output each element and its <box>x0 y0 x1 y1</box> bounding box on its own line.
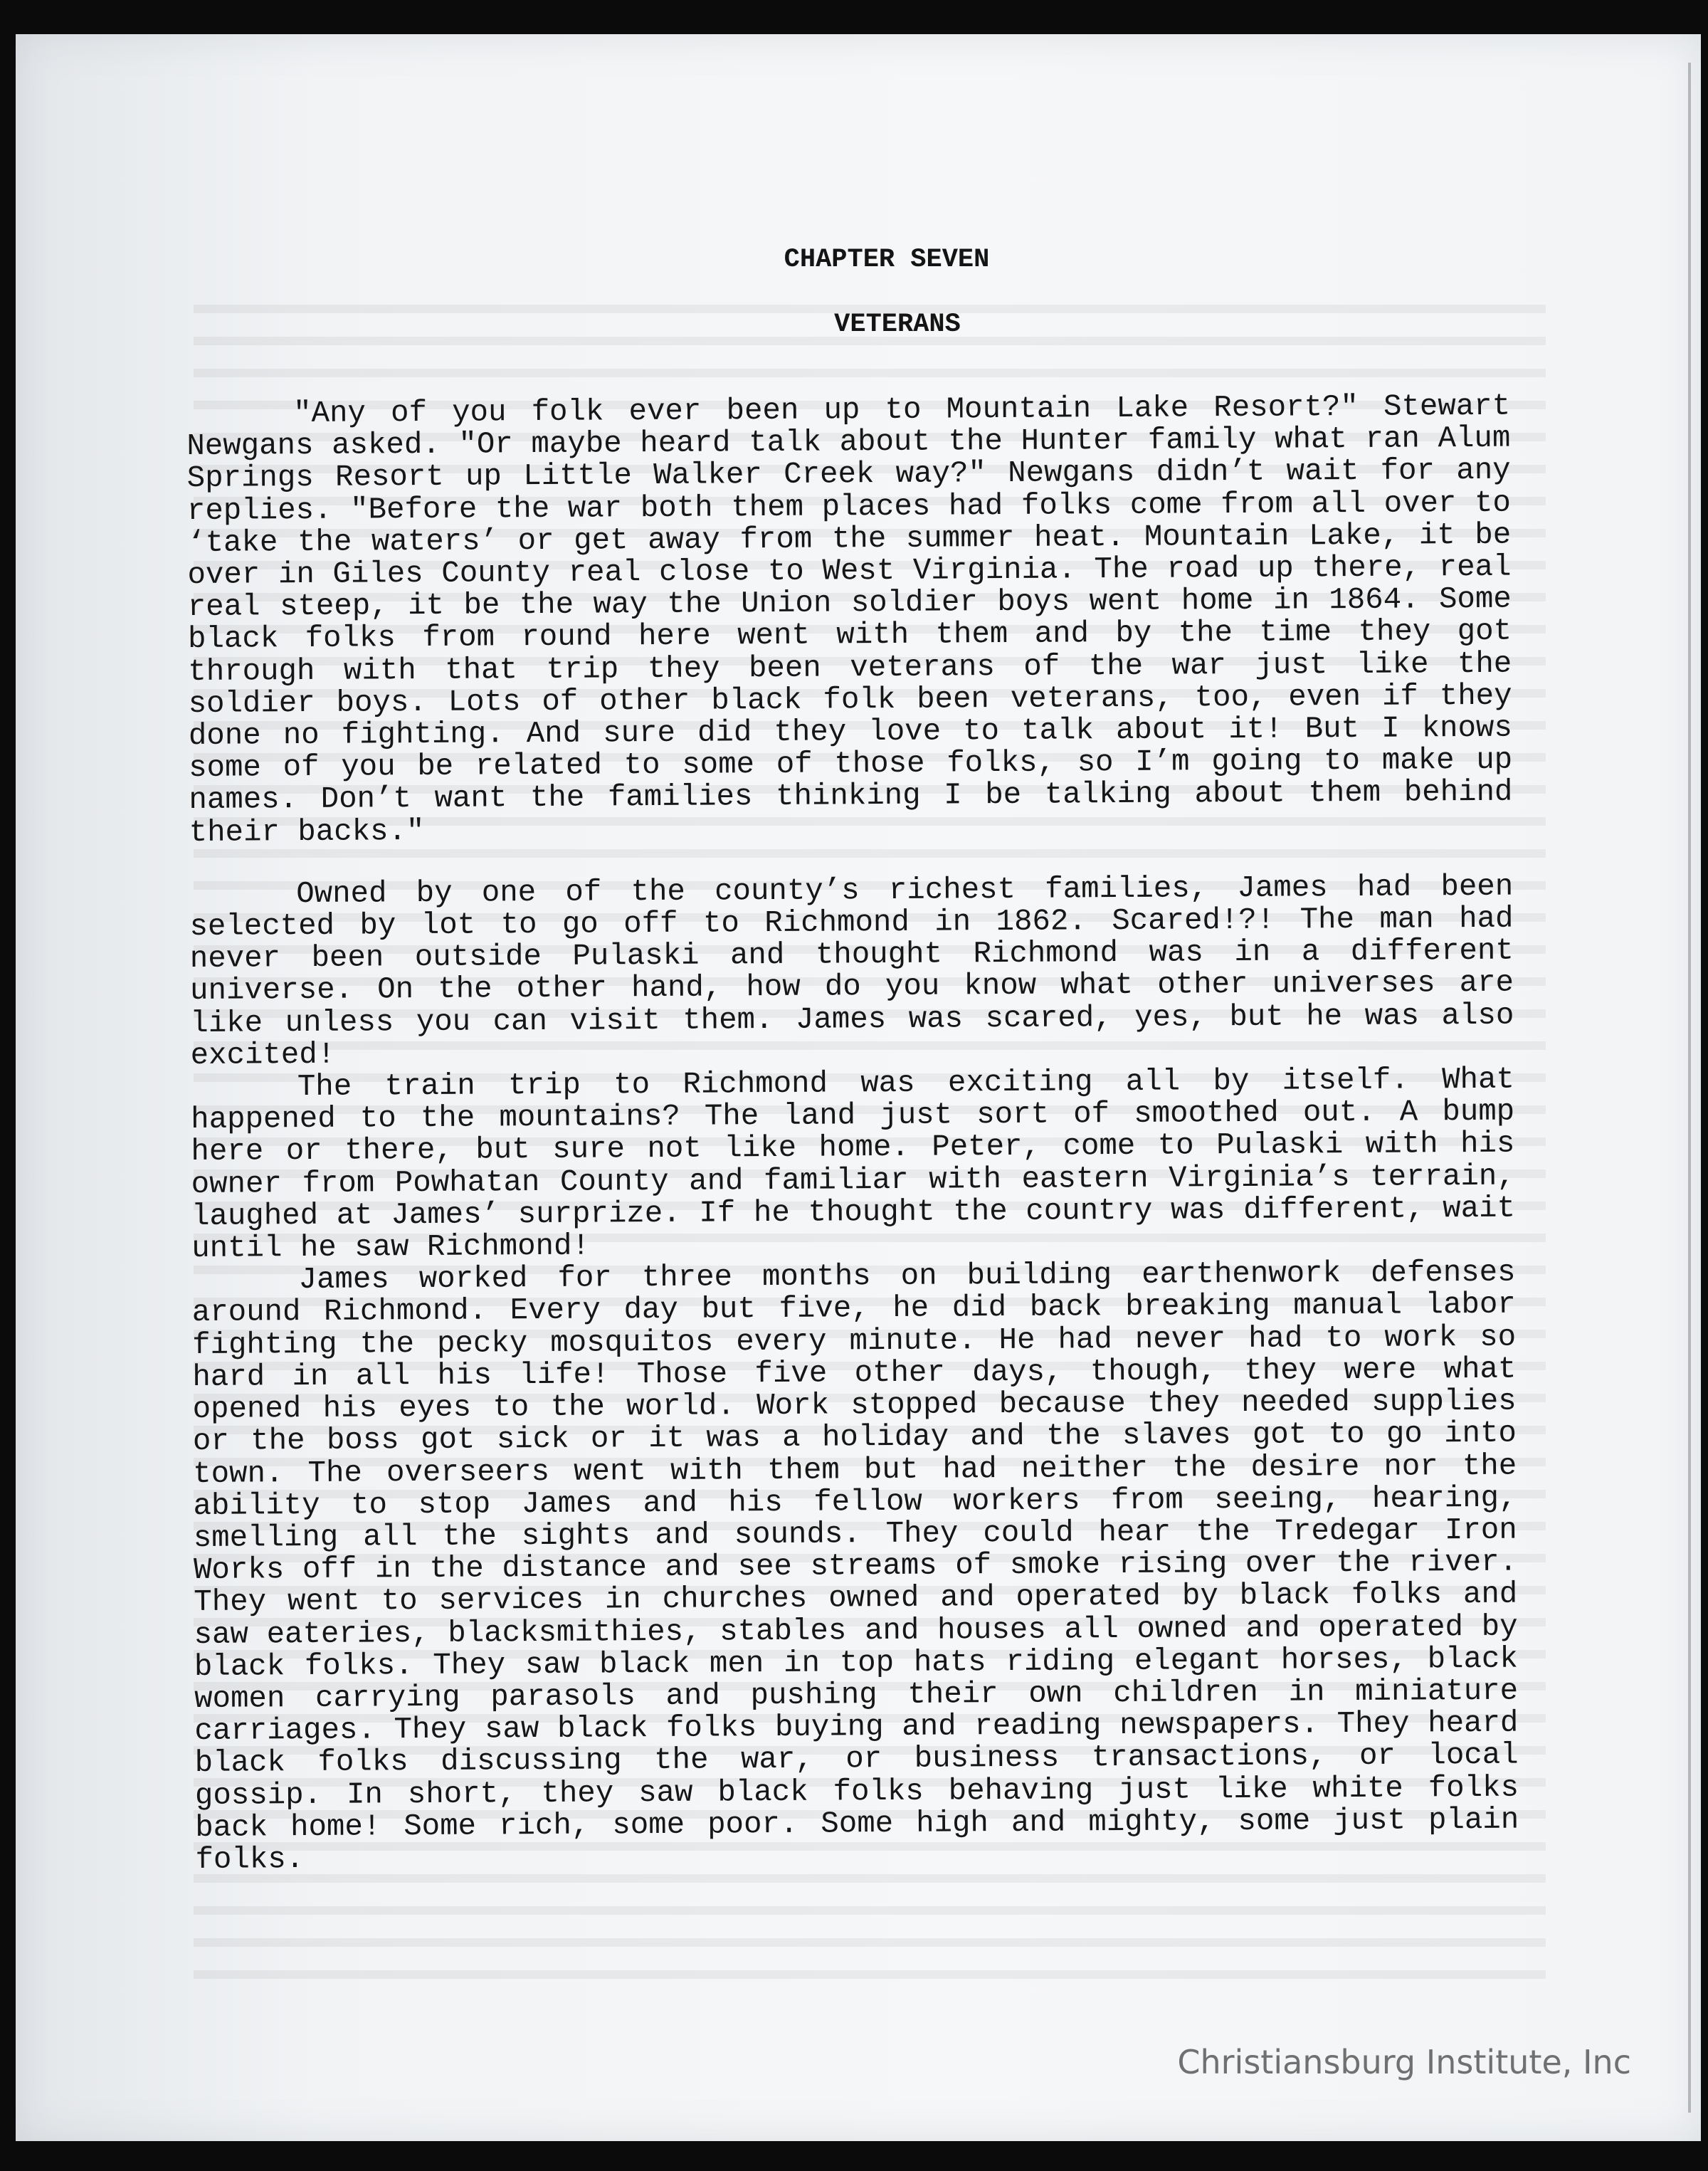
paragraph-newgans-intro: "Any of you folk ever been up to Mountain Lake Resort?" Stewart Newgans asked. "Or maybe heard talk about the Hunter family what ran Alum Springs Resort up Little Walker Creek way?" Newgans didn’t wait for any replies. "Before the war both them places had folks come from all over to ‘take the waters’ or get away from the summer heat. Mountain Lake, it be over in Giles County real close to West Virginia. The road up there, real real steep, it be the way the Union soldier boys went home in 1864. Some black folks from round here went with them and by the time they got through with that trip they been veterans of the war just like the soldier boys. Lots of other black folk been veterans, too, even if they done no fighting. And sure did they love to talk about it! But I knows some of you be related to some of those folks, so I’m going to make up names. Don’t want the families thinking I be talking about them behind their backs." <box>186 389 1513 850</box>
paragraph-train-trip: The train trip to Richmond was exciting all by itself. What happened to the mountains? The land just sort of smoothed out. A bump here or there, but sure not like home. Peter, come to Pulaski with his owner from Powhatan County and familiar with eastern Virginia’s terrain, laughed at James’ surprize. If he thought the country was different, wait until he saw Richmond! <box>191 1062 1516 1266</box>
paragraph-richmond-work: James worked for three months on building earthenwork defenses around Richmond. Every day but five, he did back breaking manual labor fighting the pecky mosquitos every minute. He had never had to work so hard in all his life! Those five other days, though, they were what opened his eyes to the world. Work stopped because they needed supplies or the boss got sick or it was a holiday and the slaves got to go into town. The overseers went with them but had neither the desire nor the ability to stop James and his fellow workers from seeing, hearing, smelling all the sights and sounds. They could hear the Tredegar Iron Works off in the distance and see streams of smoke rising over the river. They went to services in churches owned and operated by black folks and saw eateries, blacksmithies, stables and houses all owned and operated by black folks. They saw black men in top hats riding elegant horses, black women carrying parasols and pushing their own children in miniature carriages. They saw black folks buying and reading newspapers. They heard black folks discussing the war, or business transactions, or local gossip. In short, they saw black folks behaving just like white folks back home! Some rich, some poor. Some high and mighty, some just plain folks. <box>191 1255 1519 1877</box>
scanned-page <box>16 34 1701 2141</box>
chapter-title: CHAPTER SEVEN <box>784 245 990 275</box>
section-title: VETERANS <box>834 310 961 340</box>
paragraph-james-selected: Owned by one of the county’s richest families, James had been selected by lot to go off to Richmond in 1862. Scared!?! The man had never been outside Pulaski and thought Richmond was in a different universe. On the other hand, how do you know what other universes are like unless you can visit them. James was scared, yes, but he was also excited! <box>189 869 1514 1073</box>
watermark: Christiansburg Institute, Inc <box>1177 2043 1631 2081</box>
body-text <box>186 391 1519 1876</box>
